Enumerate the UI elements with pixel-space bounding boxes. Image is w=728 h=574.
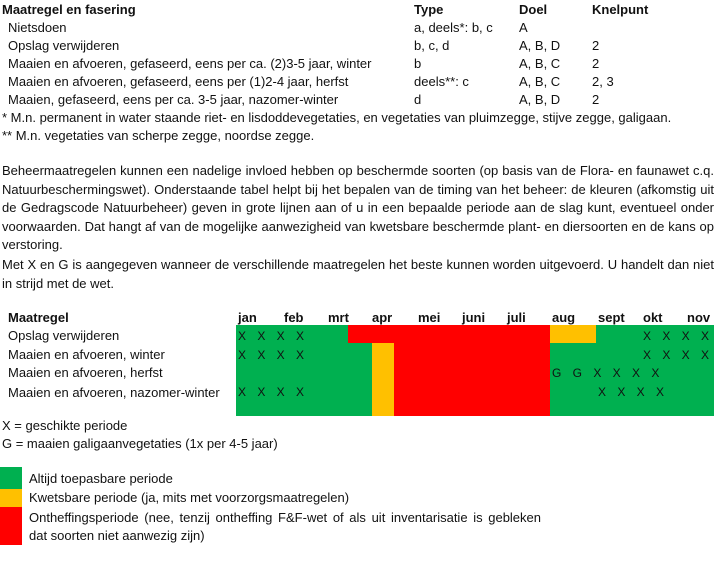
footnote-2: ** M.n. vegetaties van scherpe zegge, noordse zegge. — [2, 128, 315, 143]
period-orange-rows — [372, 343, 394, 416]
timing-row-2-label: Maaien en afvoeren, winter — [8, 347, 165, 362]
month-okt: okt — [643, 310, 663, 325]
table1-row-1-doel: A — [519, 20, 528, 35]
table1-row-2-type: b, c, d — [414, 38, 450, 53]
table1-row-1-type: a, deels*: b, c — [414, 20, 493, 35]
month-nov: nov — [687, 310, 711, 325]
marks-row-4-right: X X X X — [598, 385, 665, 399]
table1-row-5-knelpunt: 2 — [592, 92, 600, 107]
timing-row-3-label: Maaien en afvoeren, herfst — [8, 365, 163, 380]
timing-row-1-label: Opslag verwijderen — [8, 328, 120, 343]
table1-row-4-doel: A, B, C — [519, 74, 561, 89]
key-g: G = maaien galigaanvegetaties (1x per 4-5 jaar) — [2, 436, 278, 451]
table1-header-doel: Doel — [519, 2, 548, 17]
table1-row-1-maatregel: Nietsdoen — [8, 20, 67, 35]
month-feb: feb — [284, 310, 304, 325]
marks-row-2-right: X X X X — [643, 348, 710, 362]
month-juni: juni — [462, 310, 486, 325]
month-apr: apr — [372, 310, 393, 325]
legend-swatch-green — [0, 467, 22, 489]
table1-row-2-doel: A, B, D — [519, 38, 561, 53]
month-sept: sept — [598, 310, 625, 325]
legend-label-green: Altijd toepasbare periode — [29, 471, 173, 486]
legend-label-orange: Kwetsbare periode (ja, mits met voorzorgsmaatregelen) — [29, 490, 350, 505]
table1-row-5-maatregel: Maaien, gefaseerd, eens per ca. 3-5 jaar, nazomer-winter — [8, 92, 339, 107]
paragraph-x-en-g: Met X en G is aangegeven wanneer de verschillende maatregelen het beste kunnen worden uitgevoerd. U handelt dan niet in strijd met de wet. — [2, 257, 714, 291]
month-mrt: mrt — [328, 310, 349, 325]
table1-row-3-knelpunt: 2 — [592, 56, 600, 71]
table1-row-2-maatregel: Opslag verwijderen — [8, 38, 120, 53]
table1-row-3-doel: A, B, C — [519, 56, 561, 71]
footnote-1: * M.n. permanent in water staande riet- en lisdoddevegetaties, en vegetaties van pluimzegge, stijve zegge, galigaan. — [2, 110, 672, 125]
legend-swatch-orange — [0, 489, 22, 507]
table1-row-4-knelpunt: 2, 3 — [592, 74, 614, 89]
legend-label-red: Ontheffingsperiode (nee, tenzij ontheffing F&F-wet of als uit inventarisatie is gebleken dat soorten niet aanwezig zijn) — [29, 510, 541, 543]
table1-row-4-type: deels**: c — [414, 74, 469, 89]
table1-header-type: Type — [414, 2, 444, 17]
marks-row-1-right: X X X X — [643, 329, 710, 343]
period-red-row1 — [348, 325, 550, 343]
table1-row-3-type: b — [414, 56, 422, 71]
marks-row-3-right: G G X X X X — [552, 366, 660, 380]
month-aug: aug — [552, 310, 576, 325]
key-x: X = geschikte periode — [2, 418, 128, 433]
table1-row-5-type: d — [414, 92, 422, 107]
marks-row-2-left: X X X X — [238, 348, 305, 362]
table1-row-5-doel: A, B, D — [519, 92, 561, 107]
table2-header-maatregel: Maatregel — [8, 310, 69, 325]
month-mei: mei — [418, 310, 441, 325]
marks-row-4-left: X X X X — [238, 385, 305, 399]
paragraph-beheermaatregelen: Beheermaatregelen kunnen een nadelige invloed hebben op beschermde soorten (op basis van de Flora- en faunawet c.q. Natuurbeschermingswet). Onderstaande tabel helpt bij het bepalen van de timing van het beheer: de kleuren (afkomstig uit de Gedragscode Natuurbeheer) geven in grote lijnen aan of u in een bepaalde periode aan de slag kunt, eventueel onder voorwaarden. Dat hangt af van de mogelijke aanwezigheid van kwetsbare beschermde plant- en diersoorten en de kans op verstoring. — [2, 163, 714, 253]
period-red-rows — [394, 343, 550, 416]
legend-swatch-red — [0, 507, 22, 545]
month-juli: juli — [507, 310, 526, 325]
month-jan: jan — [238, 310, 257, 325]
table1-header-knelpunt: Knelpunt — [592, 2, 649, 17]
table1-row-4-maatregel: Maaien en afvoeren, gefaseerd, eens per (1)2-4 jaar, herfst — [8, 74, 349, 89]
timing-row-4-label: Maaien en afvoeren, nazomer-winter — [8, 385, 220, 400]
marks-row-1-left: X X X X — [238, 329, 305, 343]
table1-row-3-maatregel: Maaien en afvoeren, gefaseerd, eens per ca. (2)3-5 jaar, winter — [8, 56, 372, 71]
table1-header-maatregel: Maatregel en fasering — [2, 2, 136, 17]
table1-row-2-knelpunt: 2 — [592, 38, 600, 53]
period-orange-row1 — [550, 325, 596, 343]
